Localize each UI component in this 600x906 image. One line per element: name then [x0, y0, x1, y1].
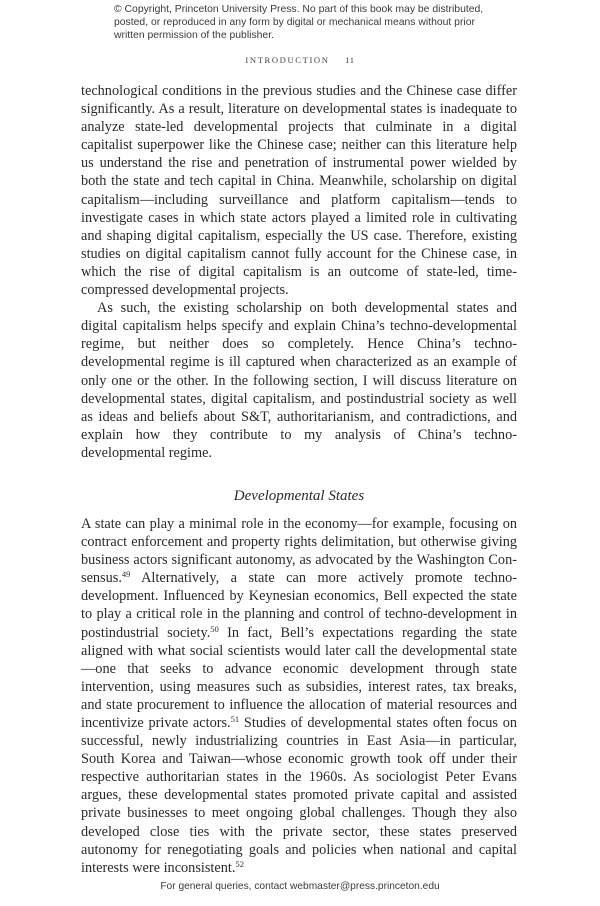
paragraph-text: In fact, Bell’s expectations regarding the state aligned with what social scientists would later call the developmental state—one that seeks to advance economic development through state intervention, using measures such as subsidies, interest rates, tax breaks, and state procurement to influence the allocation of material resources and incentivize private actors. [81, 624, 517, 731]
running-header [0, 55, 600, 65]
page-body [81, 82, 517, 877]
footnote-ref-49[interactable]: 49 [121, 569, 131, 580]
copyright-notice: © Copyright, Princeton University Press. No part of this book may be distributed, posted, or reproduced in any form by digital or mechanical means without prior written permission of the publisher. [114, 4, 484, 41]
paragraph-text: A state can play a minimal role in the economy—for example, focusing on contract enforcement and property rights delimitation, but otherwise giving business actors significant autonomy, as advocated by the Washington Consensus. [81, 515, 517, 587]
paragraph-3 [81, 515, 517, 877]
paragraph-text: As such, the existing scholarship on both developmental states and digital capitalism helps specify and explain China’s techno-developmental regime, but neither does so completely. Hence China’s techno-developmental regime is ill captured when characterized as an example of only one or the other. In the following section, I will discuss literature on developmental states, digital capitalism, and postindustrial society as well as ideas and beliefs about S&T, authoritarianism, and contradictions, and explain how they contribute to my analysis of China’s techno-developmental regime. [81, 300, 517, 461]
footnote-ref-51[interactable]: 51 [230, 714, 240, 724]
running-header-title: INTRODUCTION [245, 55, 330, 65]
section-heading: Developmental States [233, 487, 365, 504]
paragraph-text: technological conditions in the previous studies and the Chinese case differ significantly. As a result, literature on developmental states is inadequate to analyze state-led developmental projects that culminate in a digital capitalist superpower like the Chinese case; neither can this literature help us understand the rise and penetration of instrumental power wielded by both the state and tech capital in China. Meanwhile, scholarship on digital capitalism—including surveillance and platform capitalism—tends to investigate cases in which state actors played a limited role in cultivating and shaping digital capitalism, especially the US case. Therefore, existing studies on digital capitalism cannot fully account for the Chinese case, in which the rise of digital capitalism is an outcome of state-led, time-compressed developmental projects. [81, 83, 517, 299]
footer-contact: For general queries, contact webmaster@press.princeton.edu [160, 881, 440, 892]
paragraph-2 [81, 299, 517, 462]
paragraph-1 [81, 82, 517, 299]
footnote-ref-50[interactable]: 50 [210, 623, 219, 634]
footnote-ref-52[interactable]: 52 [235, 858, 244, 869]
page-number: 11 [345, 55, 355, 65]
paragraph-text: Studies of developmental states often focus on successful, newly industrializing countries in East Asia—in particular, South Korea and Taiwan—whose economic growth took off under their respective authoritarian states in the 1960s. As sociologist Peter Evans argues, these developmental states promoted private capital and assisted private businesses to meet ongoing global challenges. Though they also developed close ties with the private sector, these states preserved autonomy for renegotiating goals and policies when national and capital interests were inconsistent. [81, 715, 517, 876]
paragraph-text: Alternatively, a state can more actively promote techno-development. Influenced by Keynesian economics, Bell expected the state to play a critical role in the planning and control of techno-development in postindustrial society. [81, 570, 517, 641]
